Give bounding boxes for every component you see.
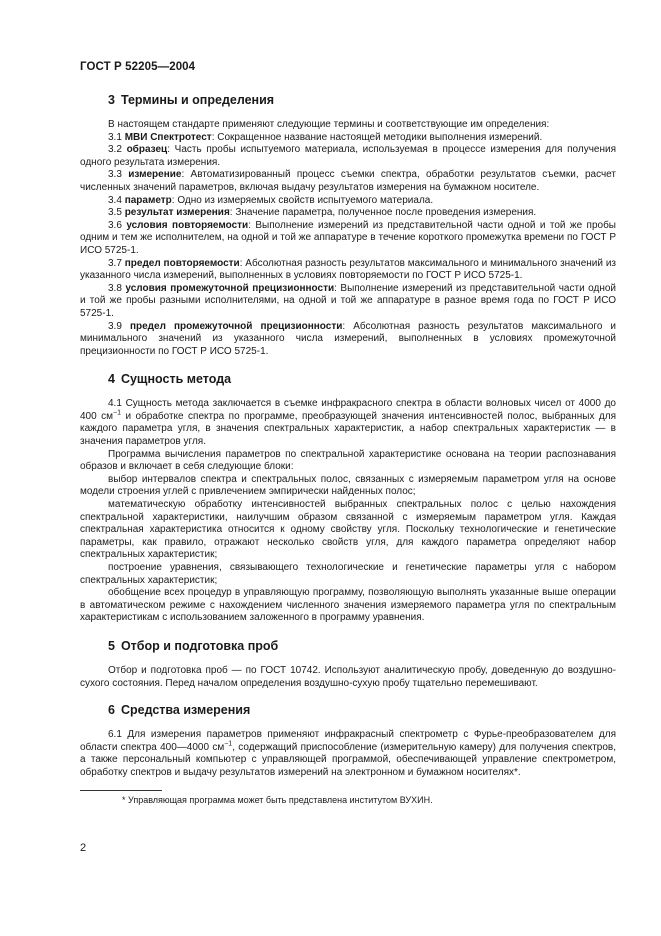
section-6-p1-text-a: 6.1 Для измерения параметров применяют инфракрасный спектрометр с Фурье-преобразователем для области спектра 400—4000 см [80,729,616,753]
section-4-title [80,371,616,387]
section-5-number: 5 [108,638,115,653]
definition-number: 3.4 [108,194,122,206]
definitions-list [80,132,616,359]
definition-term: предел повторяемости [124,257,240,269]
definition-term: результат измерения [124,207,230,219]
definition-term: МВИ Спектротест [124,131,212,143]
definition-number: 3.7 [108,257,122,269]
section-4-p1-text-a: 4.1 Сущность метода заключается в съемке инфракрасного спектра в области волновых чисел от 4000 до 400 см [80,398,616,422]
section-3-heading: Термины и определения [120,93,275,107]
definition-number: 3.9 [108,320,122,332]
section-6-p1-superscript: −1 [224,740,233,748]
definition-term: условия повторяемости [126,219,249,231]
definition-number: 3.3 [108,169,122,181]
definition-term: условия промежуточной прецизионности [125,282,335,294]
section-4-paragraph-6: обобщение всех процедур в управляющую программу, позволяющую выполнять указанные выше операции в автоматическом режиме с нахождением численного значения измеряемого параметра угля по спектральным характеристикам с использованием заложенного в программу уравнения. [80,587,616,624]
definition-number: 3.2 [108,144,122,156]
section-6-number: 6 [108,703,115,718]
definition-number: 3.6 [108,219,122,231]
definition-text: : Выполнение измерений из представительной части одной и той же пробы разными исполнителями, на одной и той же аппаратуре в разное время года по ГОСТ Р ИСО 5725-1. [80,282,617,319]
section-4-paragraph-3: выбор интервалов спектра и спектральных полос, связанных с измеряемым параметром угля на основе модели строения углей с привлечением эмпирически найденных полос; [80,473,616,498]
definition-3-6 [80,220,616,258]
section-3-title [80,92,616,108]
page-number: 2 [80,842,87,854]
definition-term: параметр [124,194,172,206]
definition-3-2 [80,144,616,169]
section-4-number: 4 [108,372,115,387]
footnote: * Управляющая программа может быть представлена институтом ВУХИН. [122,794,433,805]
section-6-heading: Средства измерения [120,703,251,718]
definition-term: предел промежуточной прецизионности [129,320,343,332]
definition-text: : Значение параметра, полученное после проведения измерения. [229,207,537,219]
section-4-p1-superscript: −1 [113,409,121,417]
section-6-p1-text-b: , содержащий приспособление (измерительную камеру) для получения спектров, а также персональный компьютер с управляющей программой, обеспечивающей управление спектрометром, обработку спектров и выдачу результатов измерений на электронном и бумажном носителях*. [80,741,616,778]
definition-number: 3.5 [108,207,122,219]
section-4-p1-text-b: и обработке спектра по программе, преобразующей значения интенсивностей полос, выбранных для каждого параметра угля, в значения спектральных характеристик, а набор спектральных характеристик — в значения параметров угля. [80,410,616,448]
definition-text: : Часть пробы испытуемого материала, используемая в процессе измерения для получения одного результата измерения. [80,144,616,168]
definition-text: : Сокращенное название настоящей методики выполнения измерений. [211,131,543,143]
definition-text: : Одно из измеряемых свойств испытуемого материала. [171,194,434,206]
section-4-paragraph-5: построение уравнения, связывающего технологические и генетические параметры угля с набором спектральных характеристик; [80,562,616,586]
section-6-title [80,702,616,718]
section-4-paragraph-4: математическую обработку интенсивностей выбранных спектральных полос с целью нахождения спектральной характеристики, наилучшим образом связанной с измеряемым параметром угля. Каждая спектральная характеристика относится к одному свойству угля. Поскольку технологические и генетические параметры, как правило, отражают несколько свойств угля, для каждого параметра определяют набор спектральных характеристик; [80,499,616,561]
definition-term: измерение [128,169,182,181]
document-header: ГОСТ Р 52205—2004 [80,61,196,73]
definition-text: : Автоматизированный процесс съемки спектра, обработки результатов съемки, расчет численных значений параметров, включая выдачу результатов измерения на бумажном носителе. [80,169,616,193]
section-4-paragraph-2: Программа вычисления параметров по спектральной характеристике основана на теории распознавания образов и включает в себя следующие блоки: [80,448,616,473]
section-3-number: 3 [108,93,115,107]
definition-3-3 [80,169,616,194]
section-4-paragraph-1 [80,398,616,448]
definition-3-4 [80,195,616,208]
footnote-separator [80,790,162,791]
definition-text: : Выполнение измерений из представительной части одной и той же пробы одним и тем же исполнителем, на одной и той же аппаратуре в течение короткого промежутка времени по ГОСТ Р ИСО 5725-1. [80,219,616,256]
definition-3-5 [80,207,616,220]
definition-term: образец [126,144,168,156]
definition-text: : Абсолютная разность результатов максимального и минимального значений из указанного числа измерений, выполненных в условиях повторяемости по ГОСТ Р ИСО 5725-1. [80,257,616,282]
definition-3-8 [80,283,616,321]
definition-number: 3.8 [108,282,122,294]
definition-3-7 [80,258,616,283]
definition-text: : Абсолютная разность результатов максимального и минимального значений из указанного числа измерений, выполненных в условиях промежуточной прецизионности по ГОСТ Р ИСО 5725-1. [80,320,617,357]
document-body [80,92,616,806]
section-5-heading: Отбор и подготовка проб [120,638,279,653]
definition-number: 3.1 [108,131,122,143]
section-5-paragraph-1: Отбор и подготовка проб — по ГОСТ 10742. Используют аналитическую пробу, доведенную до воздушно-сухого состояния. Перед началом определения воздушно-сухую пробу тщательно перемешивают. [80,664,616,689]
definition-3-1 [80,132,616,145]
section-4-heading: Сущность метода [120,372,232,387]
section-5-title [80,638,616,654]
section-6-paragraph-1 [80,729,616,779]
section-3-intro: В настоящем стандарте применяют следующие термины и соответствующие им определения: [108,119,550,130]
definition-3-9 [80,321,616,359]
